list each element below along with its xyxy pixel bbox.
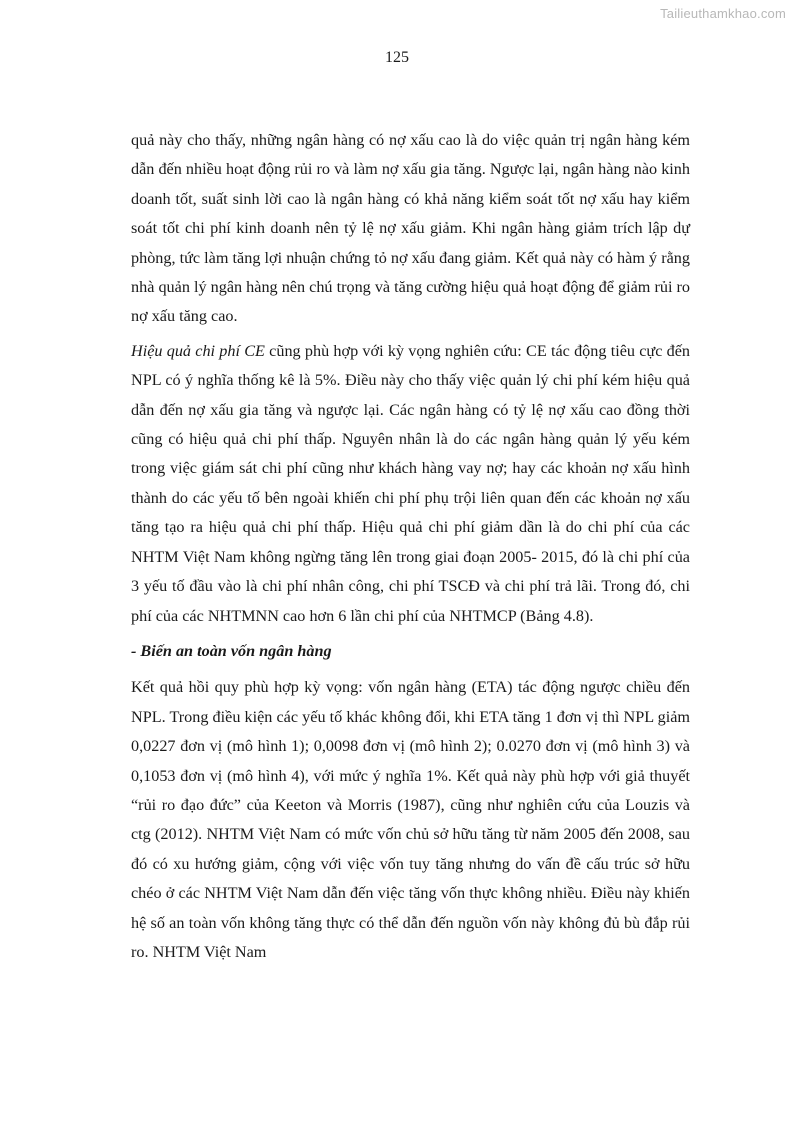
page-body — [131, 126, 690, 967]
paragraph-3: Kết quả hồi quy phù hợp kỳ vọng: vốn ngân hàng (ETA) tác động ngược chiều đến NPL. Trong điều kiện các yếu tố khác không đổi, khi ETA tăng 1 đơn vị thì NPL giảm 0,0227 đơn vị (mô hình 1); 0,0098 đơn vị (mô hình 2); 0.0270 đơn vị (mô hình 3) và 0,1053 đơn vị (mô hình 4), với mức ý nghĩa 1%. Kết quả này phù hợp với giả thuyết “rủi ro đạo đức” của Keeton và Morris (1987), cũng như nghiên cứu của Louzis và ctg (2012). NHTM Việt Nam có mức vốn chủ sở hữu tăng từ năm 2005 đến 2008, sau đó có xu hướng giảm, cộng với việc vốn tuy tăng nhưng do vấn đề cấu trúc sở hữu chéo ở các NHTM Việt Nam dẫn đến việc tăng vốn thực không nhiều. Điều này khiến hệ số an toàn vốn không tăng thực có thể dẫn đến nguồn vốn này không đủ bù đắp rủi ro. NHTM Việt Nam — [131, 678, 690, 961]
paragraph-1: quả này cho thấy, những ngân hàng có nợ xấu cao là do việc quản trị ngân hàng kém dẫn đến nhiều hoạt động rủi ro và làm nợ xấu gia tăng. Ngược lại, ngân hàng nào kinh doanh tốt, suất sinh lời cao là ngân hàng có khả năng kiểm soát tốt nợ xấu hay kiểm soát tốt chi phí kinh doanh nên tỷ lệ nợ xấu giảm. Khi ngân hàng giảm trích lập dự phòng, tức làm tăng lợi nhuận chứng tỏ nợ xấu đang giảm. Kết quả này có hàm ý rằng nhà quản lý ngân hàng nên chú trọng và tăng cường hiệu quả hoạt động để giảm rủi ro nợ xấu tăng cao. — [131, 131, 690, 326]
paragraph-2-lead: Hiệu quả chi phí CE — [131, 341, 265, 360]
paragraph-2 — [131, 337, 690, 631]
section-heading: - Biến an toàn vốn ngân hàng — [131, 641, 332, 660]
watermark: Tailieuthamkhao.com — [660, 6, 786, 21]
paragraph-2-text: cũng phù hợp với kỳ vọng nghiên cứu: CE tác động tiêu cực đến NPL có ý nghĩa thống kê là 5%. Điều này cho thấy việc quản lý chi phí kém hiệu quả dẫn đến nợ xấu gia tăng và ngược lại. Các ngân hàng có tỷ lệ nợ xấu cao đồng thời cũng có hiệu quả chi phí thấp. Nguyên nhân là do các ngân hàng quản lý yếu kém trong việc giám sát chi phí cũng như khách hàng vay nợ; hay các khoản nợ xấu hình thành do các yếu tố bên ngoài khiến chi phí phụ trội liên quan đến các khoản nợ xấu tăng tạo ra hiệu quả chi phí thấp. Hiệu quả chi phí giảm dần là do chi phí của các NHTM Việt Nam không ngừng tăng lên trong giai đoạn 2005- 2015, đó là chi phí của 3 yếu tố đầu vào là chi phí nhân công, chi phí TSCĐ và chi phí trả lãi. Trong đó, chi phí của các NHTMNN cao hơn 6 lần chi phí của NHTMCP (Bảng 4.8). — [131, 341, 691, 625]
page-number: 125 — [385, 49, 409, 66]
